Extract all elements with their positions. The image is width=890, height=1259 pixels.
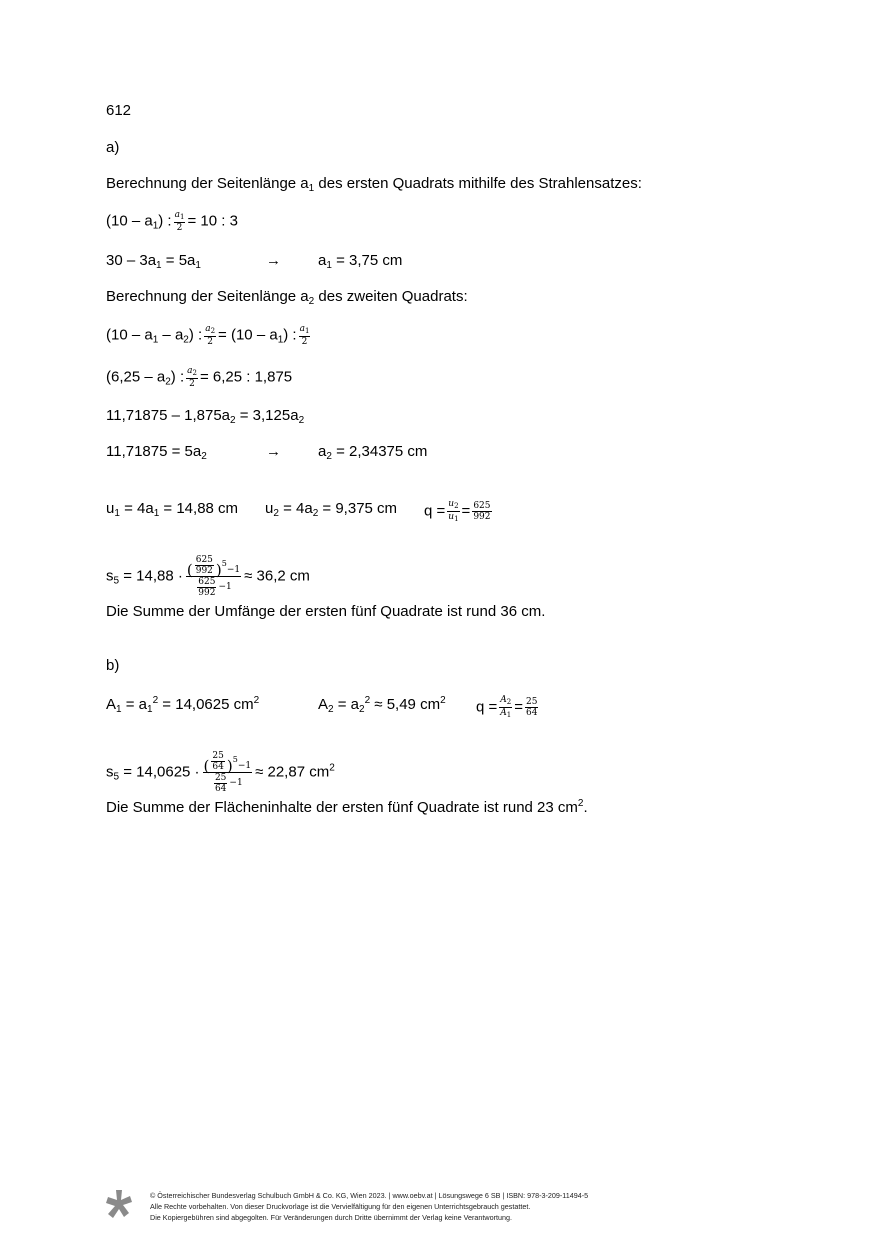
page-number: 612: [106, 102, 132, 119]
area-A1: $A_1 = a_1^2 = 14,0625$ $cm^2$: [106, 695, 260, 715]
ratio-q-area: q = $\frac{A_2}{A_1}$ = $\frac{25}{64}$: [476, 695, 538, 719]
equation-a2-linear: $11,71875 - 1,875a_2 = 3,125a_2$: [106, 407, 305, 426]
arrow-icon: →: [266, 443, 281, 460]
intro-line-1: Berechnung der Seitenlänge $a_1$ des ersten Quadrats mithilfe des Strahlensatzes:: [106, 175, 642, 194]
publisher-logo-icon: [104, 1188, 134, 1220]
ratio-q-perimeter: q = $\frac{u_2}{u_1}$ = $\frac{625}{992}$: [424, 499, 491, 523]
fraction-a1-over-2: $\frac{a_1}{2}$: [174, 210, 185, 233]
result-a2: $a_2 = 2,34375$ cm: [318, 443, 428, 462]
equation-a2-ratio: $(10 - a_1 - a_2)$ : $\frac{a_2}{2}$ = $(10 - a_1)$ : $\frac{a_1}{2}$: [106, 324, 310, 347]
equation-a1-linear: $30 - 3a_1 = 5a_1$: [106, 252, 201, 271]
footer-line-1: © Österreichischer Bundesverlag Schulbuch GmbH & Co. KG, Wien 2023. | www.oebv.at | Lösungswege 6 SB | ISBN: 978-3-209-11494-5: [150, 1191, 589, 1200]
sum-s5-area: $s_5 = 14,0625$ · ( $\frac{25}{64}$ ) 5 −1 $\frac{25}{64}$ −1 ≈ 22,87 $cm^2$: [106, 751, 335, 794]
sum-s5-perimeter: $s_5 = 14,88$ · ( $\frac{625}{992}$ ) 5 −1 $\frac{625}{992}$ −1 ≈ 36,2 cm: [106, 555, 310, 598]
conclusion-a: Die Summe der Umfänge der ersten fünf Quadrate ist rund 36 cm.: [106, 603, 546, 620]
intro-line-2: Berechnung der Seitenlänge $a_2$ des zweiten Quadrats:: [106, 288, 468, 307]
result-a1: $a_1 = 3,75$ cm: [318, 252, 403, 271]
perimeter-u2: $u_2 = 4a_2 = 9,375$ cm: [265, 500, 398, 519]
area-A2: $A_2 = a_2^2 \approx 5,49$ $cm^2$: [318, 695, 446, 715]
part-b-label: b): [106, 657, 120, 674]
footer-line-2: Alle Rechte vorbehalten. Von dieser Druckvorlage ist die Vervielfältigung für den eigenen Unterrichtsgebrauch gestattet.: [150, 1202, 531, 1211]
equation-strahlensatz: $(10 - a_1)$ : $\frac{a_1}{2}$ = 10 : 3: [106, 210, 238, 233]
arrow-icon: →: [266, 252, 281, 269]
equation-a2-solve: $11,71875 = 5a_2$: [106, 443, 207, 462]
footer-line-3: Die Kopiergebühren sind abgegolten. Für Veränderungen durch Dritte übernimmt der Verlag keine Verantwortung.: [150, 1213, 512, 1222]
perimeter-u1: $u_1 = 4a_1 = 14,88$ cm: [106, 500, 239, 519]
equation-a2-numeric: $(6,25 - a_2)$ : $\frac{a_2}{2}$ = 6,25 : 1,875: [106, 366, 293, 389]
conclusion-b: Die Summe der Flächeninhalte der ersten fünf Quadrate ist rund 23 $cm^2$.: [106, 798, 588, 816]
footer-copyright: [150, 1190, 588, 1223]
part-a-label: a): [106, 139, 120, 156]
